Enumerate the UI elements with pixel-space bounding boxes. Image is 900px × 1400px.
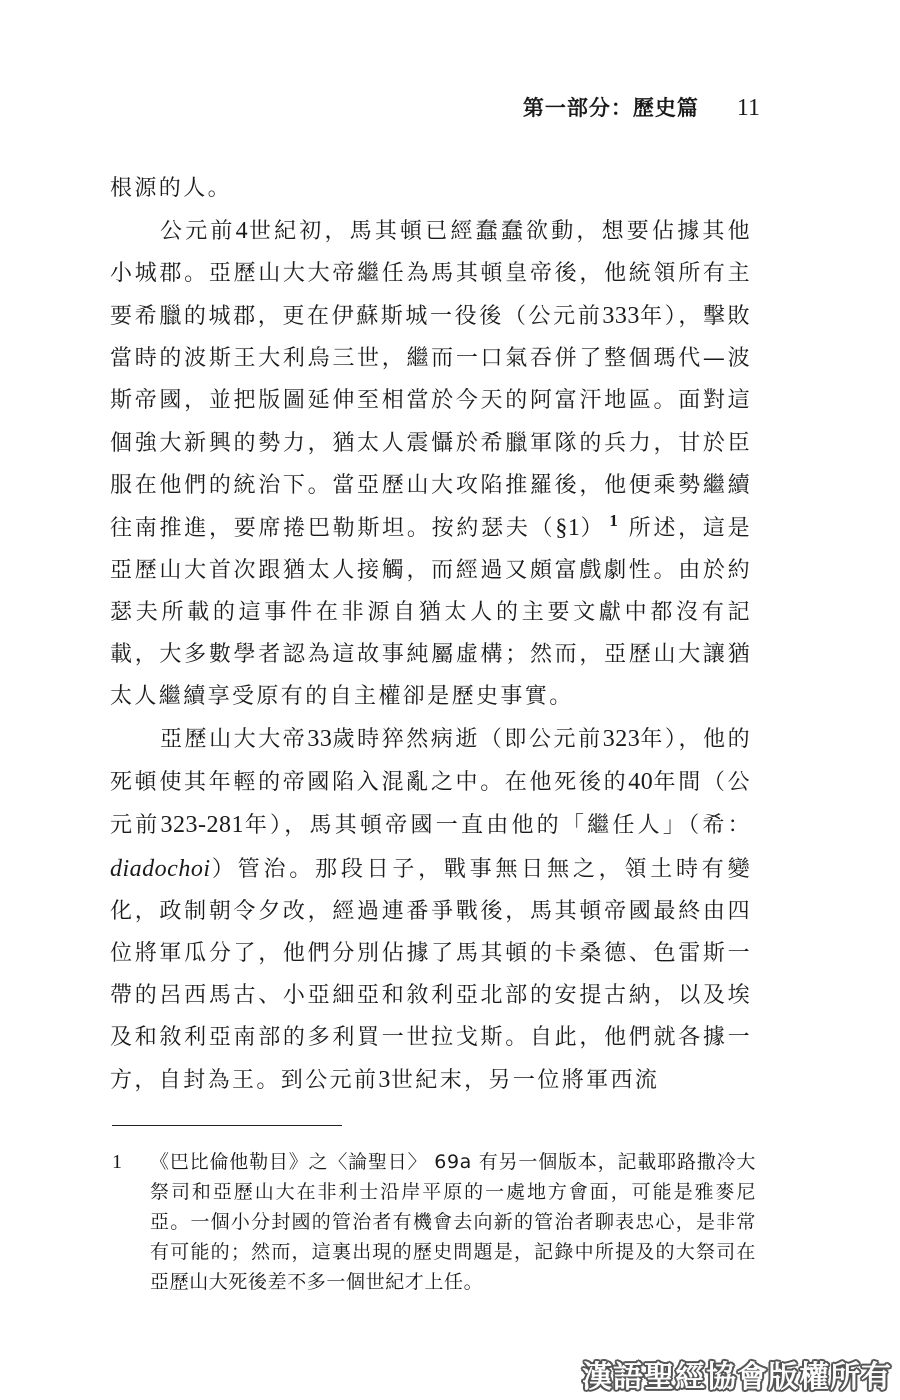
section-reference: §1 bbox=[555, 514, 581, 541]
greek-term: diadochoi bbox=[110, 855, 211, 882]
footnote-text: 《巴比倫他勒目》之〈論聖日〉 69a 有另一個版本，記載耶路撒冷大祭司和亞歷山大在非利士沿岸平原的一處地方會面，可能是雅麥尼亞。一個小分封國的管治者有機會去向新的管治者聊表忠心，是非常有可能的；然而，這裏出現的歷史問題是，記錄中所提及的大祭司在亞歷山大死後差不多一個世紀才上任。 bbox=[150, 1151, 756, 1293]
year-number: 323 bbox=[602, 726, 641, 753]
copyright-watermark: 漢語聖經協會版權所有 bbox=[582, 1360, 892, 1395]
footnote-divider bbox=[112, 1125, 342, 1126]
year-number: 333 bbox=[602, 303, 640, 330]
running-header bbox=[470, 92, 760, 122]
century-number: 3 bbox=[378, 1066, 391, 1093]
paragraph-1: 根源的人。 bbox=[110, 176, 233, 201]
duration-number: 40 bbox=[628, 769, 654, 796]
paragraph-2: 公元前4世紀初，馬其頓已經蠢蠢欲動，想要佔據其他小城郡。亞歷山大大帝繼任為馬其頓皇帝後，他統領所有主要希臘的城郡，更在伊蘇斯城一役後（公元前333年），擊敗當時的波斯王大利烏三世，繼而一口氣吞併了整個瑪代—波斯帝國，並把版圖延伸至相當於今天的阿富汗地區。面對這個強大新興的勢力，猶太人震懾於希臘軍隊的兵力，甘於臣服在他們的統治下。當亞歷山大攻陷推羅後，他便乘勢繼續往南推進，要席捲巴勒斯坦。按約瑟夫（§1） $^1$ 所述，這是亞歷山大首次跟猶太人接觸，而經過又頗富戲劇性。由於約瑟夫所載的這事件在非源自猶太人的主要文獻中都沒有記載，大多數學者認為這故事純屬虛構；然而，亞歷山大讓猶太人繼續享受原有的自主權卻是歷史事實。 bbox=[110, 218, 752, 710]
footnote-number: 1 bbox=[112, 1151, 122, 1173]
age-number: 33 bbox=[307, 726, 333, 753]
page-number: 11 bbox=[736, 95, 760, 121]
year-number: 4 bbox=[235, 218, 249, 245]
footnote-reference[interactable]: 1 bbox=[609, 510, 621, 530]
body-text bbox=[110, 168, 752, 1102]
section-title: 第一部分：歷史篇 bbox=[522, 96, 699, 120]
footnote-1 bbox=[112, 1147, 756, 1297]
paragraph-3: 亞歷山大大帝33歲時猝然病逝（即公元前323年），他的死頓使其年輕的帝國陷入混亂之中。在他死後的40年間（公元前323-281年），馬其頓帝國一直由他的「繼任人」（希：diadochoi）管治。那段日子，戰事無日無之，領土時有變化，政制朝令夕改，經過連番爭戰後，馬其頓帝國最終由四位將軍瓜分了，他們分別佔據了馬其頓的卡桑德、色雷斯一帶的呂西馬古、小亞細亞和敘利亞北部的安提古納，以及埃及和敘利亞南部的多利買一世拉戈斯。自此，他們就各據一方，自封為王。到公元前3世紀末，另一位將軍西流 bbox=[110, 726, 752, 1093]
year-range: 323-281 bbox=[160, 812, 244, 839]
